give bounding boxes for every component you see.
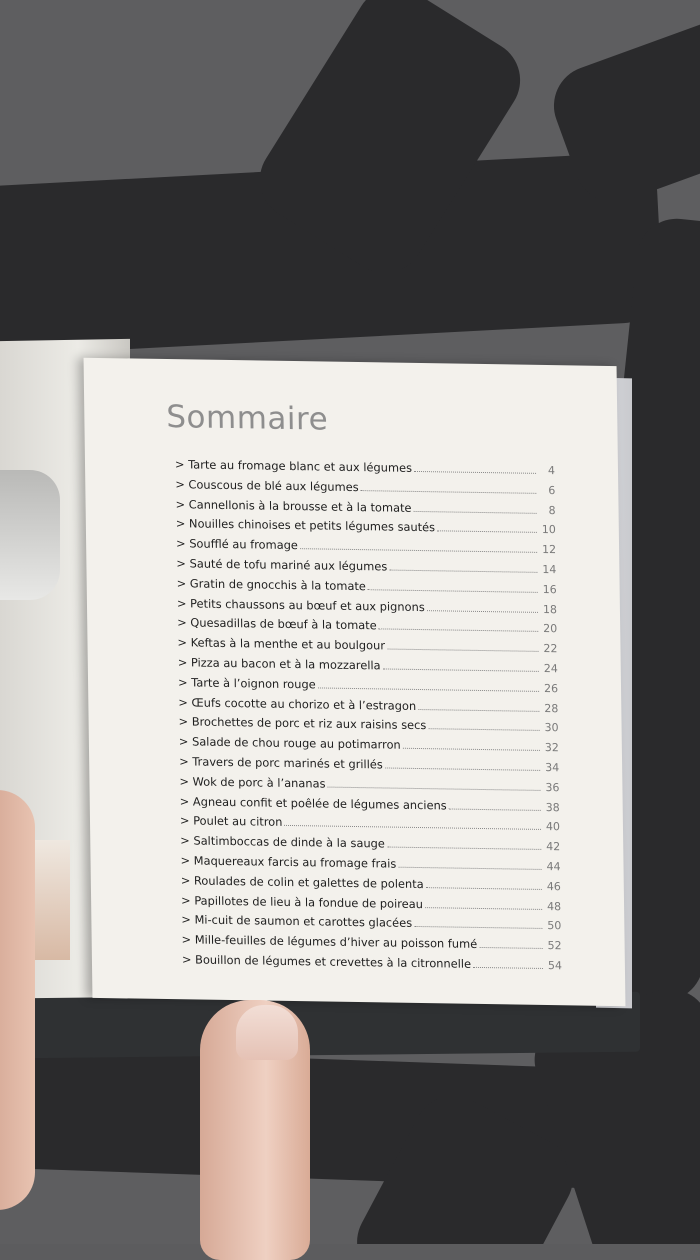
toc-entry-page: 8 xyxy=(548,503,556,517)
toc-entry-page: 24 xyxy=(543,661,558,676)
toc-entry-label: > Maquereaux farcis au fromage frais xyxy=(180,853,396,870)
dot-leader xyxy=(414,471,536,474)
toc-entry-page: 20 xyxy=(543,622,558,636)
dot-leader xyxy=(387,649,539,652)
toc-entry-label: > Poulet au citron xyxy=(180,814,283,830)
table-of-contents xyxy=(175,457,562,978)
thumb xyxy=(0,790,35,1210)
toc-entry-label: > Roulades de colin et galettes de polenta xyxy=(181,873,424,891)
toc-entry-label: > Saltimboccas de dinde à la sauge xyxy=(180,833,385,850)
toc-entry-label: > Cannellonis à la brousse et à la tomate xyxy=(175,497,411,515)
toc-entry-label: > Mi-cuit de saumon et carottes glacées xyxy=(181,913,412,931)
dot-leader xyxy=(428,729,539,732)
dot-leader xyxy=(449,808,541,810)
toc-entry-label: > Salade de chou rouge au potimarron xyxy=(179,734,401,751)
toc-entry-page: 48 xyxy=(546,899,562,913)
toc-entry-page: 14 xyxy=(542,562,557,577)
toc-entry-page: 50 xyxy=(547,919,562,933)
dot-leader xyxy=(479,947,542,949)
dot-leader xyxy=(418,709,539,712)
thumbnail-nail xyxy=(236,1005,298,1060)
left-page-photo xyxy=(0,470,60,600)
dot-leader xyxy=(300,548,537,553)
toc-entry-label: > Soufflé au fromage xyxy=(176,536,298,552)
toc-entry-page: 42 xyxy=(546,840,561,854)
toc-entry-label: > Nouilles chinoises et petits légumes sautés xyxy=(176,517,435,535)
dot-leader xyxy=(379,629,539,633)
dot-leader xyxy=(389,570,537,573)
toc-entry-page: 34 xyxy=(545,760,560,775)
toc-entry-label: > Keftas à la menthe et au boulgour xyxy=(177,635,385,652)
contents-page xyxy=(84,358,626,1007)
toc-entry-page: 26 xyxy=(543,681,559,695)
toc-entry-label: > Tarte au fromage blanc et aux légumes xyxy=(175,457,412,475)
toc-entry-page: 52 xyxy=(547,939,562,953)
toc-entry-label: > Pizza au bacon et à la mozzarella xyxy=(178,655,381,672)
toc-entry-label: > Gratin de gnocchis à la tomate xyxy=(177,576,366,593)
toc-entry-label: > Œufs cocotte au chorizo et à l’estragon xyxy=(178,695,416,713)
toc-entry-label: > Agneau confit et poêlée de légumes anciens xyxy=(180,794,447,812)
toc-entry-label: > Bouillon de légumes et crevettes à la citronnelle xyxy=(182,952,471,971)
toc-entry-page: 30 xyxy=(544,721,559,735)
toc-entry-label: > Sauté de tofu mariné aux légumes xyxy=(176,556,387,573)
dot-leader xyxy=(427,610,538,613)
toc-entry-label: > Brochettes de porc et riz aux raisins secs xyxy=(178,715,426,733)
toc-entry-page: 4 xyxy=(547,464,556,478)
toc-entry-page: 32 xyxy=(544,741,559,755)
toc-entry-page: 16 xyxy=(542,582,557,596)
dot-leader xyxy=(414,926,542,929)
toc-entry-page: 18 xyxy=(542,602,558,616)
toc-entry-label: > Tarte à l’oignon rouge xyxy=(178,675,316,691)
toc-entry-page: 6 xyxy=(548,483,556,497)
toc-entry-page: 38 xyxy=(545,800,560,814)
toc-entry-page: 10 xyxy=(541,523,556,537)
dot-leader xyxy=(426,887,542,890)
dot-leader xyxy=(383,668,539,671)
dot-leader xyxy=(437,531,537,534)
toc-entry-page: 28 xyxy=(544,701,559,715)
dot-leader xyxy=(318,687,539,691)
toc-entry-page: 46 xyxy=(546,879,561,893)
dot-leader xyxy=(368,589,538,593)
toc-entry-page: 12 xyxy=(542,543,557,557)
dot-leader xyxy=(385,767,540,770)
toc-entry-page: 22 xyxy=(543,642,558,656)
toc-entry-label: > Wok de porc à l’ananas xyxy=(179,774,325,790)
page-title: Sommaire xyxy=(166,399,329,438)
dot-leader xyxy=(387,847,541,850)
dot-leader xyxy=(414,511,537,514)
dot-leader xyxy=(284,825,541,830)
dot-leader xyxy=(327,786,540,790)
dot-leader xyxy=(403,748,540,751)
dot-leader xyxy=(361,490,537,494)
dot-leader xyxy=(398,867,541,870)
toc-entry-label: > Couscous de blé aux légumes xyxy=(175,477,359,494)
toc-entry-label: > Travers de porc marinés et grillés xyxy=(179,754,383,771)
dot-leader xyxy=(473,967,543,969)
toc-entry-page: 44 xyxy=(546,859,561,874)
toc-entry-page: 54 xyxy=(547,958,563,973)
toc-entry-label: > Quesadillas de bœuf à la tomate xyxy=(177,616,377,633)
toc-entry-label: > Mille-feuilles de légumes d’hiver au poisson fumé xyxy=(182,932,478,951)
toc-entry-page: 40 xyxy=(545,820,561,834)
toc-entry-page: 36 xyxy=(545,780,560,794)
toc-entry-label: > Petits chaussons au bœuf et aux pignons xyxy=(177,596,425,614)
toc-entry-label: > Papillotes de lieu à la fondue de poireau xyxy=(181,893,423,911)
dot-leader xyxy=(425,907,542,910)
